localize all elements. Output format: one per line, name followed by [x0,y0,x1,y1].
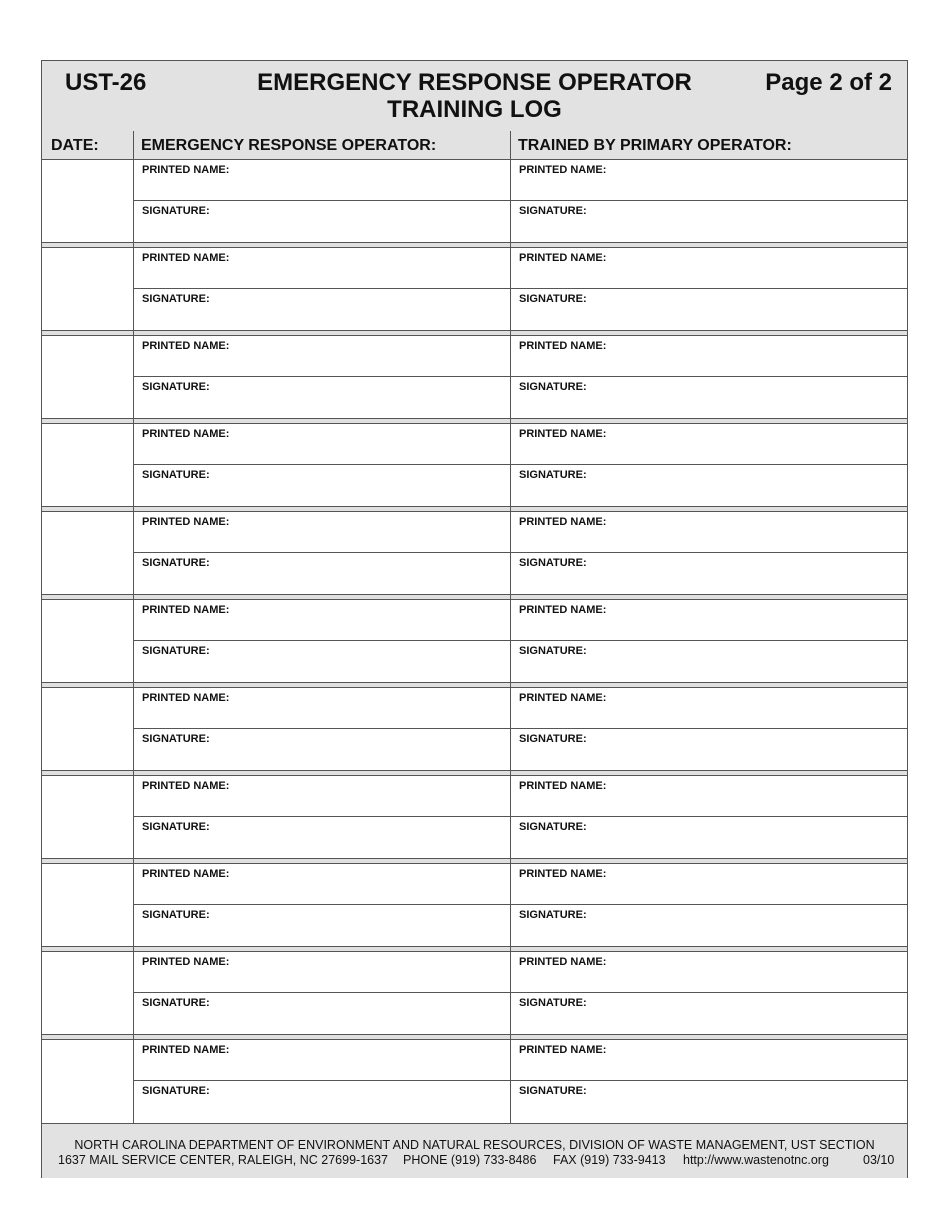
footer-website[interactable]: http://www.wastenotnc.org [683,1153,829,1167]
log-row [42,248,907,330]
operator-printed-name-label: PRINTED NAME: [142,956,230,968]
trainer-signature-label: SIGNATURE: [519,909,587,921]
trainer-signature-label: SIGNATURE: [519,293,587,305]
operator-signature-label: SIGNATURE: [142,821,210,833]
date-column-header: DATE: [51,137,99,154]
trainer-printed-name-field[interactable] [515,882,907,904]
operator-signature-label: SIGNATURE: [142,997,210,1009]
footer-agency: NORTH CAROLINA DEPARTMENT OF ENVIRONMENT AND NATURAL RESOURCES, DIVISION OF WASTE MANAGEMENT, UST SECTION [74,1138,875,1152]
operator-printed-name-field[interactable] [138,618,510,640]
page-number: Page 2 of 2 [765,69,892,96]
operator-signature-field[interactable] [138,923,510,945]
date-field[interactable] [44,778,134,858]
operator-signature-field[interactable] [138,659,510,681]
trainer-signature-field[interactable] [515,483,907,505]
operator-printed-name-label: PRINTED NAME: [142,516,230,528]
form-header [42,61,907,132]
form-id: UST-26 [65,69,147,96]
footer-fax: FAX (919) 733-9413 [553,1153,666,1167]
operator-signature-label: SIGNATURE: [142,293,210,305]
row-divider [133,728,907,729]
trainer-signature-label: SIGNATURE: [519,1085,587,1097]
trainer-signature-label: SIGNATURE: [519,205,587,217]
operator-signature-label: SIGNATURE: [142,909,210,921]
trainer-signature-field[interactable] [515,219,907,241]
log-row [42,600,907,682]
trainer-printed-name-label: PRINTED NAME: [519,868,607,880]
trainer-printed-name-field[interactable] [515,178,907,200]
form-title-line2: TRAINING LOG [387,96,562,123]
trainer-printed-name-label: PRINTED NAME: [519,164,607,176]
operator-printed-name-label: PRINTED NAME: [142,780,230,792]
operator-signature-label: SIGNATURE: [142,205,210,217]
row-divider [133,640,907,641]
operator-printed-name-label: PRINTED NAME: [142,1044,230,1056]
trainer-printed-name-label: PRINTED NAME: [519,252,607,264]
operator-column-header: EMERGENCY RESPONSE OPERATOR: [141,137,437,154]
trainer-signature-field[interactable] [515,395,907,417]
trainer-signature-label: SIGNATURE: [519,997,587,1009]
operator-printed-name-field[interactable] [138,1058,510,1080]
operator-printed-name-label: PRINTED NAME: [142,252,230,264]
trainer-printed-name-label: PRINTED NAME: [519,1044,607,1056]
row-divider [133,288,907,289]
log-row [42,336,907,418]
trainer-signature-field[interactable] [515,571,907,593]
log-row [42,688,907,770]
footer-phone: PHONE (919) 733-8486 [403,1153,537,1167]
row-divider [133,904,907,905]
footer-address: 1637 MAIL SERVICE CENTER, RALEIGH, NC 27699-1637 [58,1153,389,1167]
operator-signature-label: SIGNATURE: [142,645,210,657]
log-row [42,160,907,242]
operator-printed-name-field[interactable] [138,706,510,728]
operator-signature-field[interactable] [138,1099,510,1121]
trainer-signature-label: SIGNATURE: [519,645,587,657]
operator-printed-name-label: PRINTED NAME: [142,692,230,704]
operator-printed-name-label: PRINTED NAME: [142,428,230,440]
operator-signature-field[interactable] [138,747,510,769]
trainer-printed-name-field[interactable] [515,618,907,640]
trainer-signature-field[interactable] [515,747,907,769]
date-field[interactable] [44,866,134,946]
trainer-printed-name-field[interactable] [515,970,907,992]
operator-printed-name-field[interactable] [138,442,510,464]
column-header-row [42,131,907,160]
log-row [42,512,907,594]
date-field[interactable] [44,250,134,330]
trainer-printed-name-field[interactable] [515,266,907,288]
trainer-signature-field[interactable] [515,307,907,329]
operator-signature-label: SIGNATURE: [142,469,210,481]
operator-printed-name-label: PRINTED NAME: [142,164,230,176]
trainer-signature-field[interactable] [515,835,907,857]
date-column-divider [133,131,134,1123]
operator-printed-name-field[interactable] [138,266,510,288]
operator-signature-field[interactable] [138,307,510,329]
trainer-printed-name-field[interactable] [515,794,907,816]
date-field[interactable] [44,514,134,594]
log-row [42,424,907,506]
operator-printed-name-field[interactable] [138,970,510,992]
row-divider [133,816,907,817]
operator-printed-name-label: PRINTED NAME: [142,340,230,352]
date-field[interactable] [44,426,134,506]
operator-printed-name-field[interactable] [138,882,510,904]
operator-printed-name-field[interactable] [138,354,510,376]
form-title [212,69,737,123]
name-column-divider [510,131,511,1123]
operator-signature-field[interactable] [138,835,510,857]
operator-signature-field[interactable] [138,395,510,417]
trainer-signature-label: SIGNATURE: [519,469,587,481]
trainer-printed-name-field[interactable] [515,530,907,552]
trainer-column-header: TRAINED BY PRIMARY OPERATOR: [518,137,792,154]
trainer-signature-label: SIGNATURE: [519,381,587,393]
log-row [42,952,907,1034]
operator-signature-label: SIGNATURE: [142,1085,210,1097]
row-divider [133,552,907,553]
date-field[interactable] [44,1042,134,1122]
row-divider [133,992,907,993]
operator-signature-label: SIGNATURE: [142,557,210,569]
operator-signature-field[interactable] [138,483,510,505]
date-field[interactable] [44,954,134,1034]
trainer-printed-name-field[interactable] [515,706,907,728]
log-row [42,776,907,858]
trainer-signature-field[interactable] [515,1099,907,1121]
trainer-printed-name-label: PRINTED NAME: [519,516,607,528]
operator-signature-field[interactable] [138,571,510,593]
operator-printed-name-field[interactable] [138,530,510,552]
operator-signature-field[interactable] [138,1011,510,1033]
date-field[interactable] [44,690,134,770]
trainer-printed-name-field[interactable] [515,1058,907,1080]
row-divider [133,464,907,465]
form-title-line1: EMERGENCY RESPONSE OPERATOR [257,69,692,96]
operator-printed-name-label: PRINTED NAME: [142,604,230,616]
operator-signature-field[interactable] [138,219,510,241]
trainer-printed-name-field[interactable] [515,354,907,376]
training-log-form [41,60,908,1178]
row-divider [133,1080,907,1081]
operator-printed-name-field[interactable] [138,794,510,816]
trainer-printed-name-label: PRINTED NAME: [519,780,607,792]
trainer-printed-name-field[interactable] [515,442,907,464]
trainer-printed-name-label: PRINTED NAME: [519,340,607,352]
trainer-signature-label: SIGNATURE: [519,557,587,569]
trainer-signature-field[interactable] [515,1011,907,1033]
log-row [42,864,907,946]
row-divider [133,376,907,377]
operator-printed-name-label: PRINTED NAME: [142,868,230,880]
trainer-signature-field[interactable] [515,659,907,681]
date-field[interactable] [44,162,134,242]
footer-revision: 03/10 [863,1153,895,1167]
operator-printed-name-field[interactable] [138,178,510,200]
trainer-printed-name-label: PRINTED NAME: [519,428,607,440]
date-field[interactable] [44,602,134,682]
operator-signature-label: SIGNATURE: [142,381,210,393]
form-footer [42,1123,907,1178]
log-row [42,1040,907,1122]
trainer-printed-name-label: PRINTED NAME: [519,956,607,968]
operator-signature-label: SIGNATURE: [142,733,210,745]
trainer-signature-label: SIGNATURE: [519,733,587,745]
trainer-signature-field[interactable] [515,923,907,945]
trainer-printed-name-label: PRINTED NAME: [519,604,607,616]
trainer-signature-label: SIGNATURE: [519,821,587,833]
date-field[interactable] [44,338,134,418]
trainer-printed-name-label: PRINTED NAME: [519,692,607,704]
row-divider [133,200,907,201]
